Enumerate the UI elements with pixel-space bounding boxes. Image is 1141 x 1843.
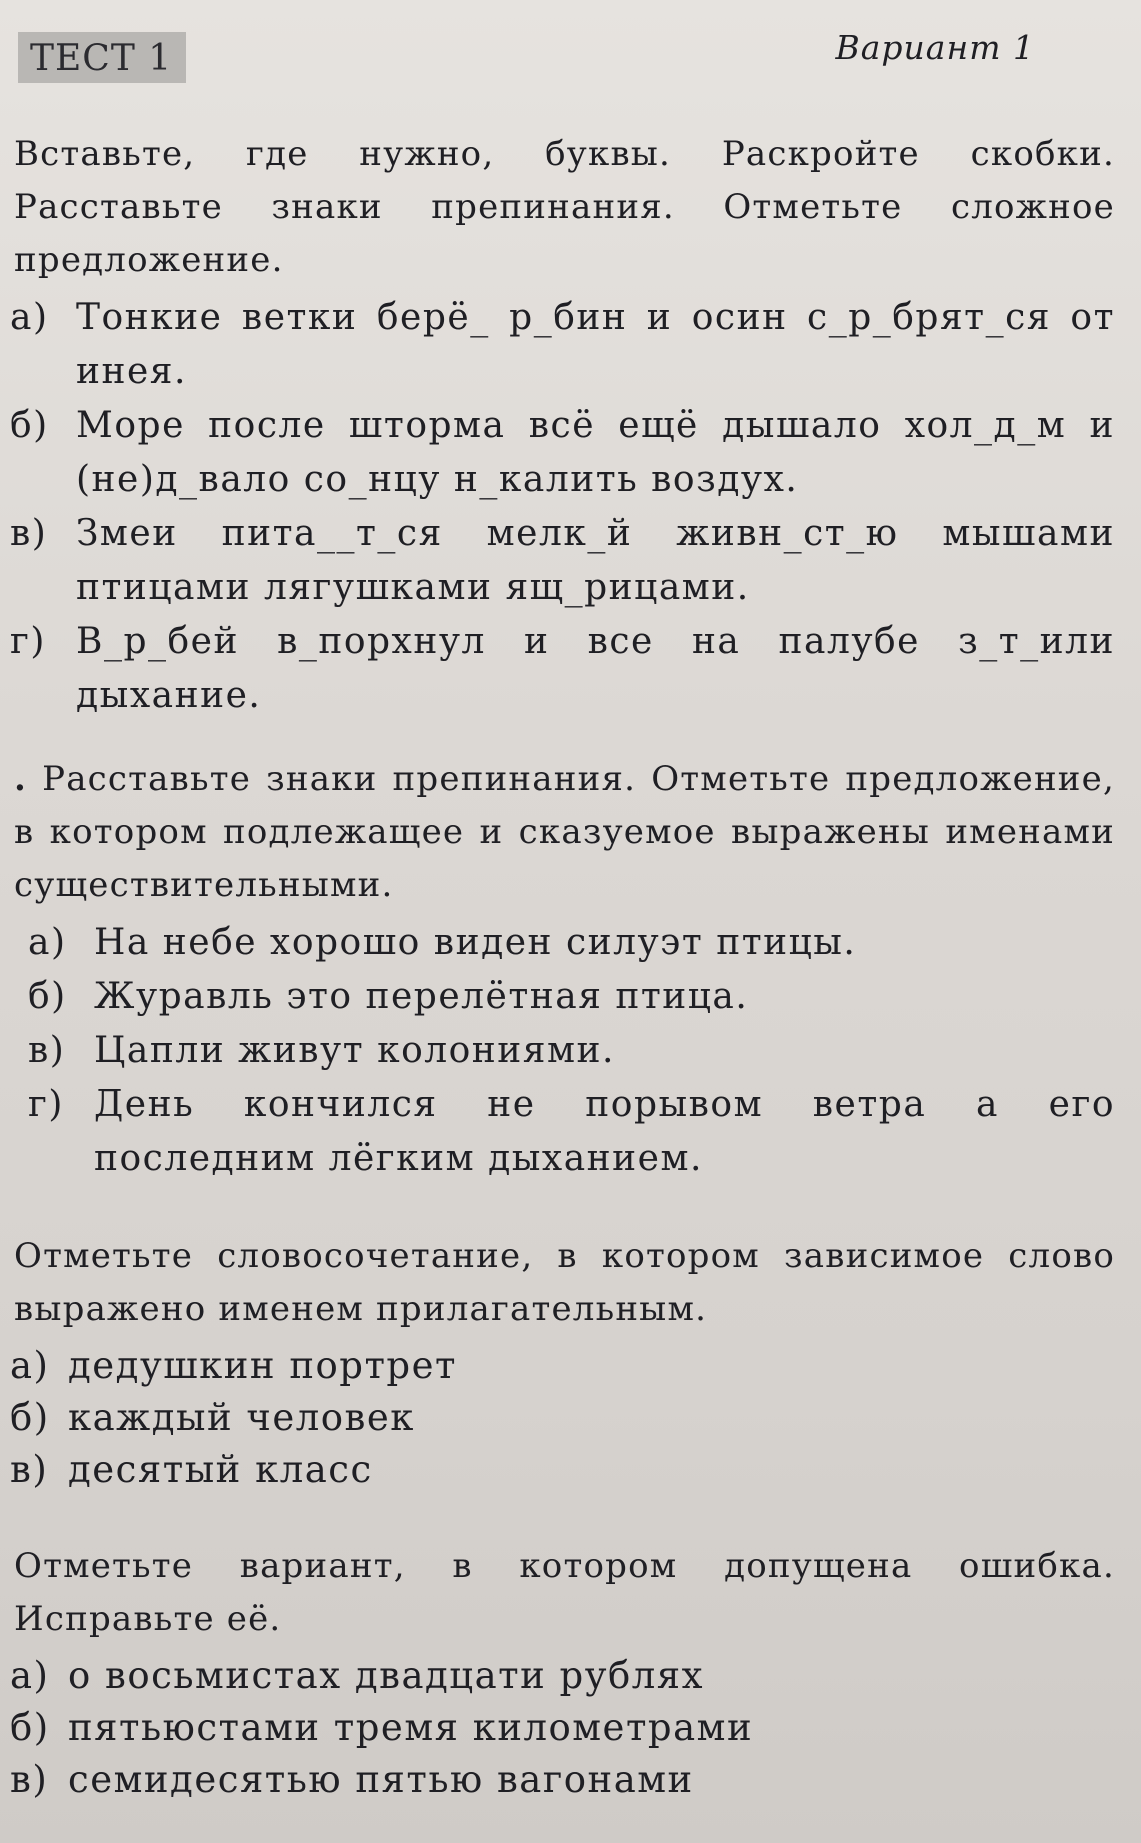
task-2-option-d (28, 1078, 1115, 1186)
task-1-instruction (10, 128, 1115, 287)
option-text: пятьюстами тремя километрами (68, 1706, 754, 1749)
option-text: День кончился не порывом ветра а его последним лёгким дыханием. (94, 1084, 1115, 1179)
option-text: о восьмистах двадцати рублях (68, 1654, 704, 1697)
option-text: Тонкие ветки берё_ р_бин и осин с_р_брят_ся от инея. (76, 297, 1115, 392)
task-3-options (10, 1340, 1115, 1496)
option-text: семидесятью пятью вагонами (68, 1758, 694, 1801)
task-1-option-a (10, 291, 1115, 399)
test-label: ТЕСТ 1 (18, 32, 186, 83)
option-marker: в) (10, 1448, 49, 1491)
option-marker: в) (28, 1030, 66, 1071)
option-marker: а) (28, 922, 67, 963)
option-marker: а) (10, 297, 49, 338)
task-3-instruction-text: Отметьте словосочетание, в котором зависимое слово выражено именем прилагательным. (14, 1236, 1115, 1329)
task-2-options (10, 916, 1115, 1186)
option-text: десятый класс (68, 1448, 373, 1491)
option-marker: б) (10, 405, 49, 446)
task-4-instruction-text: Отметьте вариант, в котором допущена ошибка. Исправьте её. (14, 1546, 1115, 1639)
option-marker: в) (10, 513, 48, 554)
task-1-instruction-text: Вставьте, где нужно, буквы. Раскройте скобки. Расставьте знаки препинания. Отметьте сложное предложение. (14, 134, 1115, 280)
task-1-option-c (10, 507, 1115, 615)
option-marker: г) (10, 621, 46, 662)
task-3-option-c (10, 1444, 1115, 1496)
task-4-options (10, 1650, 1115, 1806)
option-marker: в) (10, 1758, 49, 1801)
option-text: дедушкин портрет (68, 1344, 457, 1387)
option-text: В_р_бей в_порхнул и все на палубе з_т_или дыхание. (76, 621, 1115, 716)
task-2-number: . (14, 759, 28, 799)
task-2-option-c (28, 1024, 1115, 1078)
option-text: Змеи пита__т_ся мелк_й живн_ст_ю мышами птицами лягушками ящ_рицами. (76, 513, 1115, 608)
task-1 (10, 128, 1115, 723)
task-1-option-d (10, 615, 1115, 723)
task-3 (10, 1230, 1115, 1496)
task-2-option-a (28, 916, 1115, 970)
option-text: Море после шторма всё ещё дышало хол_д_м и (не)д_вало со_нцу н_калить воздух. (76, 405, 1115, 500)
task-3-instruction (10, 1230, 1115, 1336)
task-2-instruction-text: Расставьте знаки препинания. Отметьте предложение, в котором подлежащее и сказуемое выражены именами существительными. (14, 759, 1115, 905)
option-text: Журавль это перелётная птица. (94, 976, 749, 1017)
task-4 (10, 1540, 1115, 1806)
option-marker: б) (10, 1706, 50, 1749)
task-4-option-c (10, 1754, 1115, 1806)
task-4-option-a (10, 1650, 1115, 1702)
option-marker: а) (10, 1344, 50, 1387)
task-2-option-b (28, 970, 1115, 1024)
option-marker: б) (10, 1396, 50, 1439)
task-4-option-b (10, 1702, 1115, 1754)
task-1-options (10, 291, 1115, 723)
option-text: На небе хорошо виден силуэт птицы. (94, 922, 857, 963)
option-text: Цапли живут колониями. (94, 1030, 615, 1071)
option-marker: а) (10, 1654, 50, 1697)
task-3-option-b (10, 1392, 1115, 1444)
option-marker: г) (28, 1084, 64, 1125)
task-1-option-b (10, 399, 1115, 507)
task-3-option-a (10, 1340, 1115, 1392)
worksheet-header (10, 28, 1115, 92)
option-marker: б) (28, 976, 67, 1017)
task-2-instruction (10, 753, 1115, 912)
variant-label: Вариант 1 (835, 28, 1035, 67)
option-text: каждый человек (68, 1396, 415, 1439)
task-2 (10, 753, 1115, 1186)
task-4-instruction (10, 1540, 1115, 1646)
